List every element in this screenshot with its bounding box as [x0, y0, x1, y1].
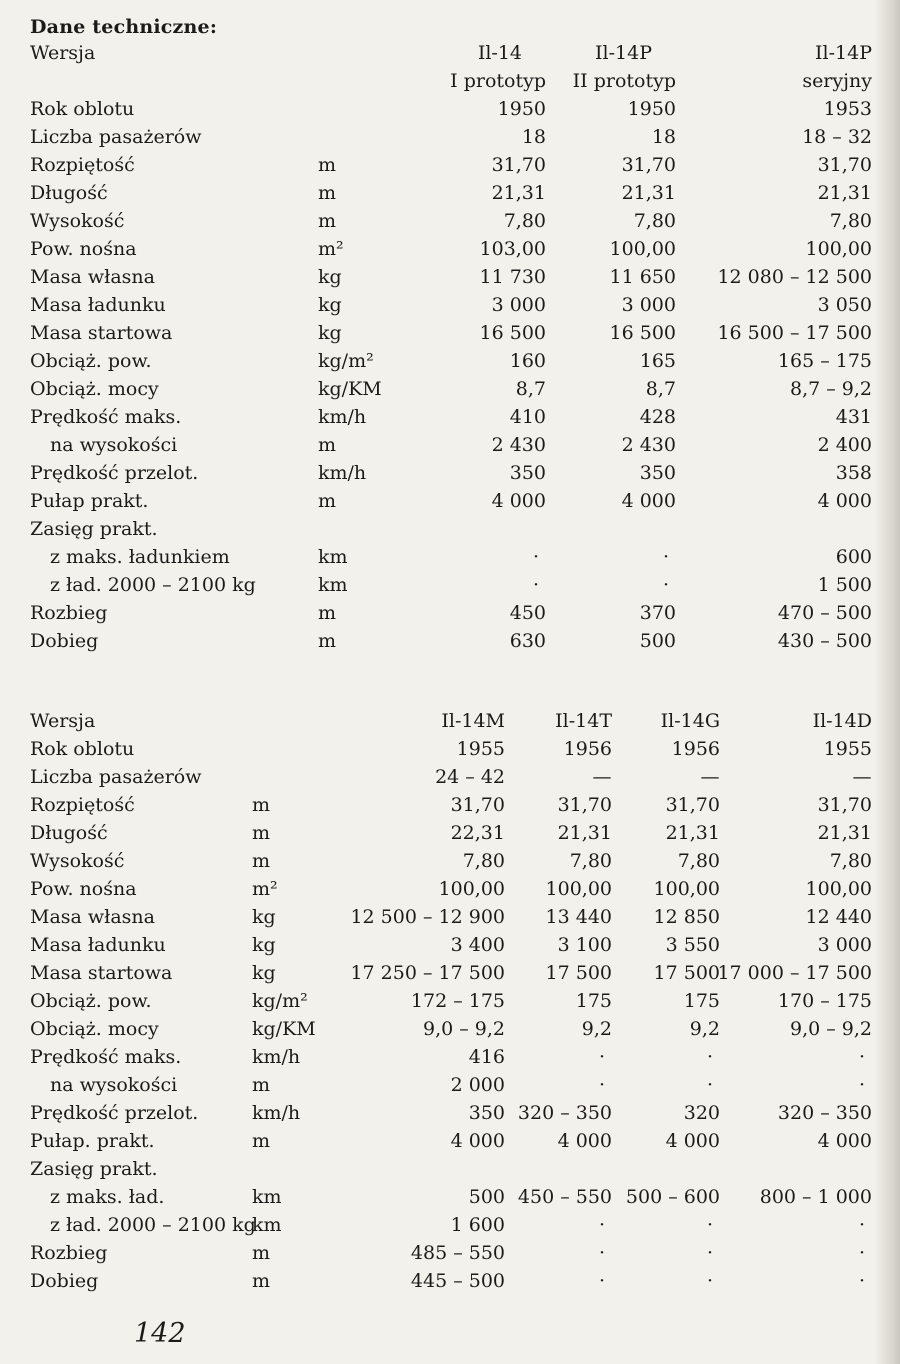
table-cell: 21,31 — [557, 822, 612, 844]
table-cell: · — [706, 1074, 714, 1096]
table-cell: 350 — [468, 1102, 505, 1124]
table-cell: 2 430 — [621, 434, 676, 456]
row-unit: m² — [318, 238, 344, 260]
table-cell: 4 000 — [817, 1130, 872, 1152]
table-cell: 7,80 — [829, 210, 872, 232]
row-label: Prędkość maks. — [30, 406, 182, 428]
row-unit: m — [318, 434, 337, 456]
row-label: Rok oblotu — [30, 98, 135, 120]
column-header-name: Il-14T — [555, 710, 612, 732]
row-label: Obciąż. pow. — [30, 350, 152, 372]
table-cell: 21,31 — [665, 822, 720, 844]
table-cell: 4 000 — [491, 490, 546, 512]
table-cell: 3 400 — [450, 934, 505, 956]
table-cell: 100,00 — [653, 878, 720, 900]
column-header-name: Il-14M — [441, 710, 505, 732]
table-cell: 320 – 350 — [777, 1102, 872, 1124]
column-header-name: Il-14P — [595, 42, 652, 64]
table-cell: 4 000 — [557, 1130, 612, 1152]
row-label: Liczba pasażerów — [30, 766, 202, 788]
row-label: Wysokość — [30, 850, 125, 872]
row-unit: km/h — [318, 462, 367, 484]
table-cell: 8,7 – 9,2 — [789, 378, 872, 400]
table-cell: 2 430 — [491, 434, 546, 456]
row-unit: m² — [252, 878, 278, 900]
table-cell: 13 440 — [545, 906, 612, 928]
row-label: Wysokość — [30, 210, 125, 232]
table-cell: 21,31 — [621, 182, 676, 204]
row-unit: km — [252, 1214, 282, 1236]
row-label: na wysokości — [50, 1074, 178, 1096]
row-label: z maks. ładunkiem — [50, 546, 230, 568]
table-cell: 3 000 — [491, 294, 546, 316]
table-cell: 1950 — [627, 98, 676, 120]
table-cell: · — [598, 1214, 606, 1236]
table-cell: 3 000 — [817, 934, 872, 956]
table-cell: 7,80 — [569, 850, 612, 872]
table-cell: 1955 — [823, 738, 872, 760]
table-cell: 175 — [575, 990, 612, 1012]
table-cell: 450 – 550 — [517, 1186, 612, 1208]
row-unit: kg/KM — [252, 1018, 316, 1040]
row-unit: kg — [252, 962, 276, 984]
row-label: Obciąż. mocy — [30, 378, 159, 400]
table-cell: 22,31 — [450, 822, 505, 844]
table-cell: 428 — [639, 406, 676, 428]
row-unit: m — [318, 490, 337, 512]
table-cell: 7,80 — [633, 210, 676, 232]
row-unit: m — [318, 210, 337, 232]
table-cell: 31,70 — [665, 794, 720, 816]
table-cell: 445 – 500 — [410, 1270, 505, 1292]
page-edge-shadow — [874, 0, 900, 1364]
table-cell: 630 — [509, 630, 546, 652]
table-cell: 7,80 — [829, 850, 872, 872]
table-cell: · — [706, 1046, 714, 1068]
section-heading: Dane techniczne: — [30, 16, 218, 38]
table-cell: 12 500 – 12 900 — [350, 906, 505, 928]
table-cell: 7,80 — [503, 210, 546, 232]
table-cell: 16 500 — [609, 322, 676, 344]
row-unit: km — [318, 574, 348, 596]
table-cell: 100,00 — [438, 878, 505, 900]
row-label: na wysokości — [50, 434, 178, 456]
row-label: Dobieg — [30, 630, 99, 652]
row-label: Masa własna — [30, 906, 155, 928]
table-cell: 1956 — [563, 738, 612, 760]
table-cell: 450 — [509, 602, 546, 624]
table-cell: 11 730 — [479, 266, 546, 288]
table-cell: 17 500 — [545, 962, 612, 984]
row-label: Liczba pasażerów — [30, 126, 202, 148]
table-cell: · — [532, 574, 540, 596]
table-cell: · — [706, 1242, 714, 1264]
table-cell: 800 – 1 000 — [759, 1186, 872, 1208]
table-cell: · — [532, 546, 540, 568]
table-cell: · — [858, 1046, 866, 1068]
table-cell: 100,00 — [805, 878, 872, 900]
row-unit: kg — [318, 294, 342, 316]
row-unit: km — [318, 546, 348, 568]
table-cell: 11 650 — [609, 266, 676, 288]
row-label: Pułap prakt. — [30, 490, 149, 512]
row-label: Prędkość przelot. — [30, 1102, 199, 1124]
table-cell: 18 — [651, 126, 676, 148]
table-cell: 21,31 — [817, 182, 872, 204]
table-cell: 103,00 — [479, 238, 546, 260]
column-header-name: Il-14D — [812, 710, 872, 732]
table-cell: · — [858, 1270, 866, 1292]
table-cell: 9,0 – 9,2 — [422, 1018, 505, 1040]
table-cell: 17 000 – 17 500 — [717, 962, 872, 984]
table-cell: 4 000 — [621, 490, 676, 512]
column-header-subtitle: II prototyp — [572, 70, 676, 92]
row-label: Pow. nośna — [30, 878, 137, 900]
table-cell: · — [598, 1046, 606, 1068]
row-unit: m — [318, 154, 337, 176]
column-header-subtitle: I prototyp — [450, 70, 546, 92]
table-cell: 31,70 — [817, 794, 872, 816]
table-cell: 431 — [835, 406, 872, 428]
version-label: Wersja — [30, 42, 96, 64]
row-unit: m — [318, 182, 337, 204]
table-cell: 21,31 — [817, 822, 872, 844]
table-cell: 9,2 — [689, 1018, 720, 1040]
row-unit: kg — [318, 322, 342, 344]
table-cell: 18 – 32 — [802, 126, 872, 148]
row-label: Obciąż. mocy — [30, 1018, 159, 1040]
table-cell: 12 850 — [653, 906, 720, 928]
table-cell: 100,00 — [805, 238, 872, 260]
row-label: Rozbieg — [30, 602, 108, 624]
table-cell: 600 — [835, 546, 872, 568]
row-label: Masa ładunku — [30, 294, 166, 316]
row-unit: km/h — [252, 1046, 301, 1068]
table-cell: 9,2 — [581, 1018, 612, 1040]
column-header-name: Il-14P — [815, 42, 872, 64]
row-unit: kg/m² — [318, 350, 374, 372]
table-cell: 100,00 — [545, 878, 612, 900]
table-cell: 21,31 — [491, 182, 546, 204]
row-label: Masa ładunku — [30, 934, 166, 956]
row-unit: m — [252, 1130, 271, 1152]
table-cell: · — [598, 1242, 606, 1264]
table-cell: 165 – 175 — [777, 350, 872, 372]
row-unit: kg/KM — [318, 378, 382, 400]
table-cell: 3 050 — [817, 294, 872, 316]
table-cell: 3 550 — [665, 934, 720, 956]
table-cell: 1950 — [497, 98, 546, 120]
row-label: Rozpiętość — [30, 154, 135, 176]
table-cell: 410 — [509, 406, 546, 428]
table-cell: 416 — [468, 1046, 505, 1068]
table-cell: — — [852, 766, 872, 788]
table-cell: 175 — [683, 990, 720, 1012]
table-cell: 4 000 — [450, 1130, 505, 1152]
table-cell: 1956 — [671, 738, 720, 760]
table-cell: 31,70 — [491, 154, 546, 176]
table-cell: · — [706, 1270, 714, 1292]
table-cell: · — [662, 574, 670, 596]
table-cell: · — [858, 1074, 866, 1096]
row-label: Masa startowa — [30, 962, 173, 984]
table-cell: 16 500 — [479, 322, 546, 344]
row-label: Długość — [30, 182, 108, 204]
table-cell: 1 500 — [817, 574, 872, 596]
table-cell: 3 100 — [557, 934, 612, 956]
row-label: Prędkość przelot. — [30, 462, 199, 484]
row-unit: m — [252, 850, 271, 872]
table-cell: 320 — [683, 1102, 720, 1124]
table-cell: 320 – 350 — [517, 1102, 612, 1124]
table-cell: 172 – 175 — [410, 990, 505, 1012]
table-cell: 350 — [509, 462, 546, 484]
table-cell: · — [706, 1214, 714, 1236]
table-cell: 2 000 — [450, 1074, 505, 1096]
table-cell: 500 — [639, 630, 676, 652]
table-cell: 485 – 550 — [410, 1242, 505, 1264]
row-unit: m — [252, 1242, 271, 1264]
table-cell: 7,80 — [677, 850, 720, 872]
table-cell: 8,7 — [515, 378, 546, 400]
table-cell: 500 — [468, 1186, 505, 1208]
table-cell: 17 250 – 17 500 — [350, 962, 505, 984]
table-cell: 170 – 175 — [777, 990, 872, 1012]
table-cell: 9,0 – 9,2 — [789, 1018, 872, 1040]
row-label: Pułap. prakt. — [30, 1130, 155, 1152]
row-unit: m — [252, 794, 271, 816]
row-label: Zasięg prakt. — [30, 518, 158, 540]
table-cell: 7,80 — [462, 850, 505, 872]
table-cell: 100,00 — [609, 238, 676, 260]
row-label: Masa startowa — [30, 322, 173, 344]
row-label: Rozpiętość — [30, 794, 135, 816]
column-header-name: Il-14 — [477, 42, 522, 64]
table-cell: 12 080 – 12 500 — [717, 266, 872, 288]
row-label: z maks. ład. — [50, 1186, 165, 1208]
row-label: Dobieg — [30, 1270, 99, 1292]
row-unit: km/h — [318, 406, 367, 428]
row-label: Długość — [30, 822, 108, 844]
table-cell: 1 600 — [450, 1214, 505, 1236]
page-number: 142 — [134, 1318, 186, 1349]
table-cell: 4 000 — [665, 1130, 720, 1152]
row-label: z ład. 2000 – 2100 kg — [50, 574, 256, 596]
table-cell: 1953 — [823, 98, 872, 120]
row-unit: m — [252, 822, 271, 844]
row-unit: kg — [252, 934, 276, 956]
row-label: Obciąż. pow. — [30, 990, 152, 1012]
version-label: Wersja — [30, 710, 96, 732]
column-header-subtitle: seryjny — [802, 70, 872, 92]
row-unit: kg/m² — [252, 990, 308, 1012]
table-cell: 160 — [509, 350, 546, 372]
table-cell: 8,7 — [645, 378, 676, 400]
table-cell: 370 — [639, 602, 676, 624]
table-cell: 470 – 500 — [777, 602, 872, 624]
table-cell: — — [592, 766, 612, 788]
table-cell: 2 400 — [817, 434, 872, 456]
row-label: Prędkość maks. — [30, 1046, 182, 1068]
row-unit: km/h — [252, 1102, 301, 1124]
table-cell: 1955 — [456, 738, 505, 760]
row-unit: km — [252, 1186, 282, 1208]
row-unit: m — [318, 602, 337, 624]
table-cell: · — [858, 1214, 866, 1236]
row-unit: m — [252, 1074, 271, 1096]
row-label: z ład. 2000 – 2100 kg — [50, 1214, 256, 1236]
table-cell: 31,70 — [557, 794, 612, 816]
table-cell: 31,70 — [817, 154, 872, 176]
table-cell: 430 – 500 — [777, 630, 872, 652]
table-cell: 18 — [521, 126, 546, 148]
row-label: Masa własna — [30, 266, 155, 288]
table-cell: 165 — [639, 350, 676, 372]
table-cell: 31,70 — [621, 154, 676, 176]
row-unit: kg — [318, 266, 342, 288]
table-cell: 3 000 — [621, 294, 676, 316]
table-cell: · — [858, 1242, 866, 1264]
table-cell: 4 000 — [817, 490, 872, 512]
row-unit: kg — [252, 906, 276, 928]
table-cell: 16 500 – 17 500 — [717, 322, 872, 344]
row-unit: m — [318, 630, 337, 652]
row-unit: m — [252, 1270, 271, 1292]
table-cell: · — [662, 546, 670, 568]
table-cell: 24 – 42 — [435, 766, 505, 788]
row-label: Zasięg prakt. — [30, 1158, 158, 1180]
table-cell: 31,70 — [450, 794, 505, 816]
row-label: Rok oblotu — [30, 738, 135, 760]
table-cell: · — [598, 1074, 606, 1096]
table-cell: 358 — [835, 462, 872, 484]
table-cell: 350 — [639, 462, 676, 484]
table-cell: — — [700, 766, 720, 788]
table-cell: · — [598, 1270, 606, 1292]
table-cell: 500 – 600 — [625, 1186, 720, 1208]
column-header-name: Il-14G — [660, 710, 720, 732]
table-cell: 12 440 — [805, 906, 872, 928]
row-label: Pow. nośna — [30, 238, 137, 260]
table-cell: 17 500 — [653, 962, 720, 984]
row-label: Rozbieg — [30, 1242, 108, 1264]
